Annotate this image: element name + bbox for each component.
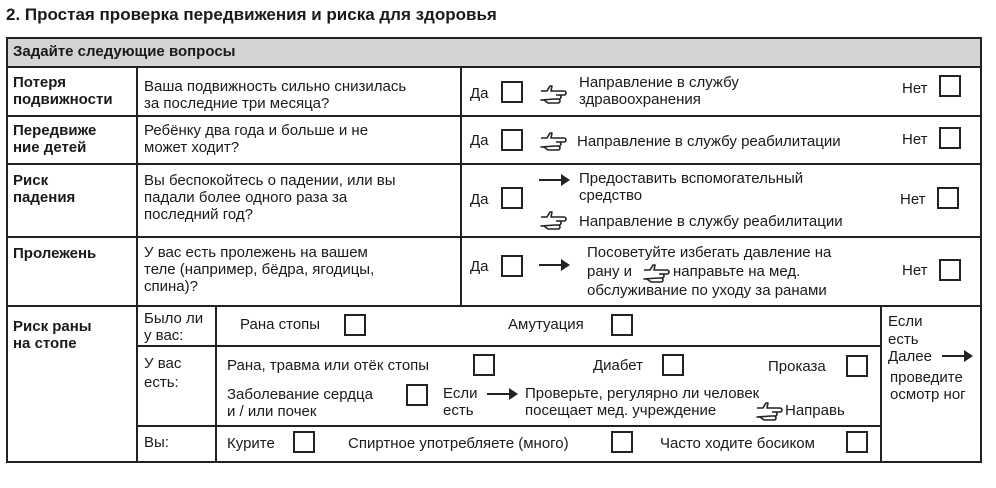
- question-text: Ребёнку два года и больше и не: [144, 122, 369, 139]
- arrow-right-icon: [539, 173, 571, 187]
- row-label: Передвиже: [13, 122, 97, 139]
- option-label: Заболевание сердца: [227, 386, 373, 403]
- row-label: на стопе: [13, 335, 77, 352]
- row-label: Риск: [13, 172, 49, 189]
- question-text: за последние три месяца?: [144, 95, 330, 112]
- question-text: теле (например, бёдра, ягодицы,: [144, 261, 375, 278]
- yes-checkbox[interactable]: [501, 81, 523, 103]
- yes-label: Да: [470, 132, 489, 149]
- question-text: падали более одного раза за: [144, 189, 348, 206]
- row-label: падения: [13, 189, 76, 206]
- question-text: У вас есть пролежень на вашем: [144, 244, 368, 261]
- arrow-right-icon: [487, 387, 519, 401]
- no-label: Нет: [900, 191, 926, 208]
- pointing-hand-icon: [539, 209, 567, 231]
- pointing-hand-icon: [755, 400, 783, 422]
- option-label: Спиртное употребляете (много): [348, 435, 569, 452]
- side-note: осмотр ног: [890, 386, 966, 403]
- side-note: проведите: [890, 369, 963, 386]
- subrow-label: У вас: [144, 355, 182, 372]
- table-header: Задайте следующие вопросы: [13, 43, 236, 60]
- referral-text: средство: [579, 187, 643, 204]
- arrow-right-icon: [539, 258, 571, 272]
- side-note: Далее: [888, 348, 932, 365]
- page-title: 2. Простая проверка передвижения и риска для здоровья: [6, 5, 497, 24]
- no-checkbox[interactable]: [939, 259, 961, 281]
- pointing-hand-icon: [642, 262, 670, 284]
- amputation-checkbox[interactable]: [611, 314, 633, 336]
- arrow-right-icon: [942, 349, 974, 363]
- leprosy-checkbox[interactable]: [846, 355, 868, 377]
- alcohol-checkbox[interactable]: [611, 431, 633, 453]
- referral-text: Проверьте, регулярно ли человек: [525, 385, 760, 402]
- subrow-label: есть:: [144, 374, 179, 391]
- option-label: Курите: [227, 435, 275, 452]
- heart-kidney-checkbox[interactable]: [406, 384, 428, 406]
- referral-text: обслуживание по уходу за ранами: [587, 282, 827, 299]
- row-label: Потеря: [13, 74, 66, 91]
- row-label: Риск раны: [13, 318, 92, 335]
- condition-text: есть: [443, 402, 474, 419]
- referral-text: Направление в службу: [579, 74, 739, 91]
- referral-text: рану и: [587, 263, 633, 280]
- no-checkbox[interactable]: [939, 75, 961, 97]
- option-label: Рана, травма или отёк стопы: [227, 357, 430, 374]
- question-text: последний год?: [144, 206, 253, 223]
- yes-checkbox[interactable]: [501, 255, 523, 277]
- diabetes-checkbox[interactable]: [662, 354, 684, 376]
- question-text: Ваша подвижность сильно снизилась: [144, 78, 407, 95]
- side-note: есть: [888, 331, 919, 348]
- barefoot-checkbox[interactable]: [846, 431, 868, 453]
- row-label: Пролежень: [13, 245, 97, 262]
- referral-text: Посоветуйте избегать давление на: [587, 244, 832, 261]
- referral-text: посещает мед. учреждение: [525, 402, 717, 419]
- side-note: Если: [888, 313, 923, 330]
- referral-text: Направь: [785, 402, 845, 419]
- row-label: ние детей: [13, 139, 87, 156]
- foot-wound-checkbox[interactable]: [344, 314, 366, 336]
- subrow-label: Было ли: [144, 310, 204, 327]
- subrow-label: у вас:: [144, 327, 184, 344]
- subrow-label: Вы:: [144, 434, 169, 451]
- referral-text: здравоохранения: [579, 91, 701, 108]
- yes-label: Да: [470, 85, 489, 102]
- no-label: Нет: [902, 262, 928, 279]
- condition-text: Если: [443, 385, 478, 402]
- row-label: подвижности: [13, 91, 113, 108]
- question-text: Вы беспокойтесь о падении, или вы: [144, 172, 396, 189]
- pointing-hand-icon: [539, 130, 567, 152]
- smoke-checkbox[interactable]: [293, 431, 315, 453]
- no-checkbox[interactable]: [939, 127, 961, 149]
- option-label: Часто ходите босиком: [660, 435, 815, 452]
- yes-label: Да: [470, 258, 489, 275]
- no-checkbox[interactable]: [937, 187, 959, 209]
- option-label: и / или почек: [227, 403, 317, 420]
- no-label: Нет: [902, 131, 928, 148]
- yes-label: Да: [470, 191, 489, 208]
- referral-text: Направление в службу реабилитации: [577, 133, 841, 150]
- option-label: Диабет: [593, 357, 644, 374]
- referral-text: направьте на мед.: [673, 263, 801, 280]
- question-text: может ходит?: [144, 139, 240, 156]
- yes-checkbox[interactable]: [501, 187, 523, 209]
- yes-checkbox[interactable]: [501, 129, 523, 151]
- option-label: Амутуация: [508, 316, 584, 333]
- referral-text: Направление в службу реабилитации: [579, 213, 843, 230]
- option-label: Рана стопы: [240, 316, 321, 333]
- pointing-hand-icon: [539, 83, 567, 105]
- no-label: Нет: [902, 80, 928, 97]
- referral-text: Предоставить вспомогательный: [579, 170, 804, 187]
- option-label: Проказа: [768, 358, 826, 375]
- question-text: спина)?: [144, 278, 198, 295]
- foot-injury-checkbox[interactable]: [473, 354, 495, 376]
